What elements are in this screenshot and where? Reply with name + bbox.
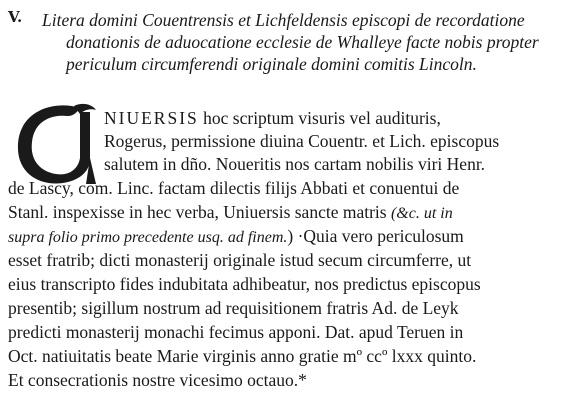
heading-line-2: donationis de aduocatione ecclesie de Whalleye facte nobis propter: [66, 32, 539, 52]
body-line-1: [104, 108, 441, 128]
body-line-6: [8, 226, 464, 248]
body-line-8: eius transcripto fides indubitata adhibeatur, nos predictus episcopus: [8, 274, 481, 294]
opening-word: NIUERSIS: [104, 108, 199, 128]
heading-line-3: periculum circumferendi originale domini comitis Lincoln.: [66, 54, 477, 74]
body-line-5-text: Stanl. inspexisse in hec verba, Uniuersis sancte matris: [8, 202, 391, 222]
body-line-3: salutem in dño. Noueritis nos cartam nobilis viri Henr.: [104, 154, 486, 174]
reference-note-end: supra folio primo precedente usq. ad finem.: [8, 229, 288, 246]
initial-u-glyph: [10, 98, 100, 190]
body-line-9: presentib; sigillum nostrum ad requisitionem fratris Ad. de Leyk: [8, 298, 459, 318]
decorated-initial-u: [10, 98, 100, 190]
body-line-12: Et consecrationis nostre vicesimo octauo.*: [8, 370, 307, 390]
body-line-11: Oct. natiuitatis beate Marie virginis anno gratie mº ccº lxxx quinto.: [8, 346, 477, 366]
body-line-10: predicti monasterij monachi fecimus apponi. Dat. apud Teruen in: [8, 322, 464, 342]
charter-number: V.: [8, 8, 23, 26]
body-line-2: Rogerus, permissione diuina Couentr. et Lich. episcopus: [104, 131, 500, 151]
body-line-7: esset fratrib; dicti monasterij originale istud secum circumferre, ut: [8, 250, 472, 270]
body-line-4: de Lascy, com. Linc. factam dilectis filijs Abbati et conuentui de: [8, 178, 460, 198]
reference-note-start: (&c. ut in: [390, 205, 453, 222]
heading-line-1: Litera domini Couentrensis et Lichfeldensis episcopi de recordatione: [42, 10, 525, 30]
body-line-5: [8, 202, 453, 224]
body-line-6-text: ) ·Quia vero periculosum: [287, 226, 464, 246]
body-line-1-text: hoc scriptum visuris vel audituris,: [198, 108, 441, 128]
